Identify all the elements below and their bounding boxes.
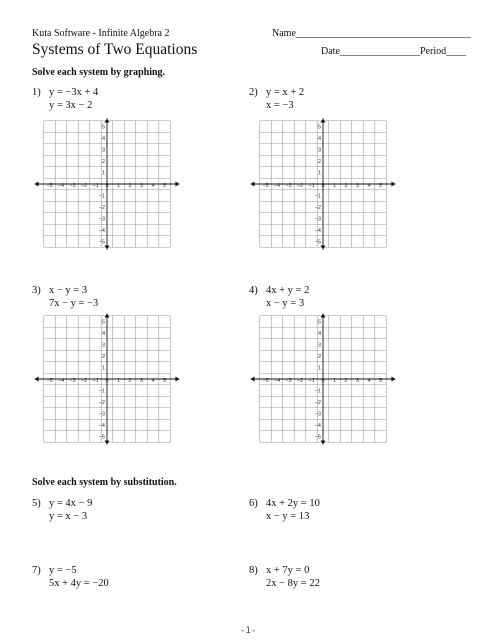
x-tick-label: −4	[273, 183, 281, 189]
x-tick-label: 1	[116, 378, 121, 384]
y-tick-label: 5	[101, 319, 105, 326]
x-tick-label: 5	[378, 183, 383, 189]
problem-equation-2: y = x − 3	[49, 511, 88, 522]
y-tick-label: −3	[98, 216, 105, 223]
x-tick-label: 0	[321, 378, 325, 384]
problem-equation-2: x = −3	[266, 100, 294, 111]
x-tick-label: −2	[296, 183, 304, 189]
x-tick-label: −4	[57, 378, 65, 384]
y-tick-label: −3	[314, 216, 321, 223]
x-tick-label: 4	[151, 378, 155, 384]
y-tick-label: −1	[98, 193, 105, 200]
y-tick-label: 1	[317, 365, 321, 372]
x-axis-arrow-left	[35, 377, 39, 382]
x-tick-label: −1	[308, 378, 315, 384]
y-tick-label: 4	[101, 331, 105, 337]
x-axis-arrow-right	[175, 377, 179, 382]
problem-equation-1: 4x + y = 2	[266, 285, 310, 296]
y-tick-label: −4	[314, 228, 321, 234]
x-tick-label: 5	[378, 378, 383, 384]
x-tick-label: −3	[285, 183, 292, 189]
graph-grid-1[interactable]	[34, 118, 182, 253]
y-tick-label: 2	[317, 354, 321, 360]
y-tick-label: 4	[317, 331, 321, 337]
y-tick-label: −5	[314, 239, 321, 246]
problem-equation-2: x − y = 3	[266, 298, 305, 309]
x-tick-label: −3	[69, 183, 76, 189]
graph-grid-3[interactable]	[34, 313, 182, 448]
y-tick-label: 5	[317, 124, 321, 131]
worksheet-title: Systems of Two Equations	[32, 41, 198, 58]
problem-3	[32, 284, 98, 310]
x-tick-label: 5	[162, 183, 167, 189]
y-tick-label: −4	[98, 228, 105, 234]
x-tick-label: −4	[57, 183, 65, 189]
problem-equation-1: x − y = 3	[49, 285, 88, 296]
problem-equation-1: y = −3x + 4	[49, 87, 99, 98]
x-tick-label: 5	[162, 378, 167, 384]
page-number: -1-	[240, 626, 257, 636]
problem-number: 4)	[249, 285, 258, 296]
x-tick-label: −5	[262, 183, 269, 189]
x-tick-label: 4	[367, 183, 371, 189]
x-tick-label: 4	[151, 183, 155, 189]
x-tick-label: −5	[262, 378, 269, 384]
x-tick-label: −5	[46, 378, 53, 384]
x-tick-label: 3	[355, 183, 360, 189]
x-tick-label: 2	[344, 378, 348, 384]
y-tick-label: −5	[98, 239, 105, 246]
y-tick-label: −2	[98, 400, 105, 406]
y-tick-label: −3	[98, 411, 105, 418]
y-tick-label: −2	[314, 400, 321, 406]
x-tick-label: 2	[128, 378, 132, 384]
x-tick-label: −2	[296, 378, 304, 384]
y-tick-label: 2	[101, 354, 105, 360]
problem-equation-1: y = 4x − 9	[49, 498, 93, 509]
problem-8	[249, 564, 320, 590]
problem-equation-1: y = −5	[49, 565, 77, 576]
y-tick-label: −4	[314, 423, 321, 429]
problem-number: 5)	[32, 498, 41, 509]
problem-4	[249, 284, 309, 310]
x-tick-label: 0	[105, 183, 109, 189]
y-tick-label: −2	[98, 205, 105, 211]
x-tick-label: 2	[344, 183, 348, 189]
y-tick-label: −1	[314, 193, 321, 200]
y-tick-label: −5	[314, 434, 321, 441]
problem-equation-1: 4x + 2y = 10	[266, 498, 320, 509]
y-tick-label: 2	[317, 159, 321, 165]
problem-6	[249, 497, 320, 523]
problem-equation-2: y = 3x − 2	[49, 100, 93, 111]
x-axis-arrow-left	[251, 182, 255, 187]
x-tick-label: −2	[80, 183, 88, 189]
publisher-label: Kuta Software - Infinite Algebra 2	[32, 28, 170, 39]
problem-number: 3)	[32, 285, 41, 296]
x-tick-label: 4	[367, 378, 371, 384]
x-tick-label: 1	[332, 378, 337, 384]
y-tick-label: 5	[317, 319, 321, 326]
y-tick-label: 2	[101, 159, 105, 165]
x-tick-label: −1	[92, 378, 99, 384]
x-axis-arrow-right	[175, 182, 179, 187]
date-field-label: Date________________	[321, 46, 420, 57]
y-tick-label: 3	[317, 147, 321, 154]
y-tick-label: −5	[98, 434, 105, 441]
x-axis-arrow-left	[35, 182, 39, 187]
name-field-label: Name___________________________________	[272, 28, 471, 39]
x-tick-label: −2	[80, 378, 88, 384]
problem-7	[32, 564, 109, 590]
problem-number: 6)	[249, 498, 258, 509]
y-tick-label: 1	[317, 170, 321, 177]
x-tick-label: 0	[105, 378, 109, 384]
graph-grid-4[interactable]	[250, 313, 398, 448]
x-tick-label: −3	[285, 378, 292, 384]
x-axis-arrow-right	[391, 182, 395, 187]
y-tick-label: 4	[101, 136, 105, 142]
x-axis-arrow-left	[251, 377, 255, 382]
y-tick-label: −1	[314, 388, 321, 395]
problem-equation-2: 7x − y = −3	[49, 298, 99, 309]
problem-2	[249, 86, 304, 112]
problem-5	[32, 497, 92, 523]
period-field-label: Period____	[420, 46, 467, 57]
x-axis-arrow-right	[391, 377, 395, 382]
x-tick-label: −1	[92, 183, 99, 189]
x-tick-label: 2	[128, 183, 132, 189]
y-tick-label: 4	[317, 136, 321, 142]
problem-number: 2)	[249, 87, 258, 98]
y-tick-label: 3	[101, 342, 105, 349]
y-tick-label: 3	[101, 147, 105, 154]
y-tick-label: −3	[314, 411, 321, 418]
y-tick-label: −1	[98, 388, 105, 395]
x-tick-label: 3	[139, 378, 144, 384]
y-tick-label: −4	[98, 423, 105, 429]
y-axis-arrow-up	[321, 118, 326, 122]
problem-equation-1: x + 7y = 0	[266, 565, 310, 576]
problem-number: 7)	[32, 565, 41, 576]
problem-1	[32, 86, 98, 112]
problem-number: 8)	[249, 565, 258, 576]
graph-grid-2[interactable]	[250, 118, 398, 253]
x-tick-label: −3	[69, 378, 76, 384]
x-tick-label: −4	[273, 378, 281, 384]
problem-equation-1: y = x + 2	[266, 87, 305, 98]
problem-equation-2: 2x − 8y = 22	[266, 578, 320, 589]
x-tick-label: 3	[139, 183, 144, 189]
y-tick-label: 1	[101, 365, 105, 372]
y-tick-label: 5	[101, 124, 105, 131]
x-tick-label: 1	[116, 183, 121, 189]
problem-equation-2: 5x + 4y = −20	[49, 578, 109, 589]
x-tick-label: −1	[308, 183, 315, 189]
y-tick-label: 3	[317, 342, 321, 349]
substitution-instruction: Solve each system by substitution.	[32, 477, 177, 488]
x-tick-label: 1	[332, 183, 337, 189]
x-tick-label: −5	[46, 183, 53, 189]
graphing-instruction: Solve each system by graphing.	[32, 67, 166, 78]
x-tick-label: 0	[321, 183, 325, 189]
y-tick-label: 1	[101, 170, 105, 177]
x-tick-label: 3	[355, 378, 360, 384]
y-axis-arrow-up	[105, 118, 110, 122]
problem-equation-2: x − y = 13	[266, 511, 310, 522]
problem-number: 1)	[32, 87, 41, 98]
y-tick-label: −2	[314, 205, 321, 211]
